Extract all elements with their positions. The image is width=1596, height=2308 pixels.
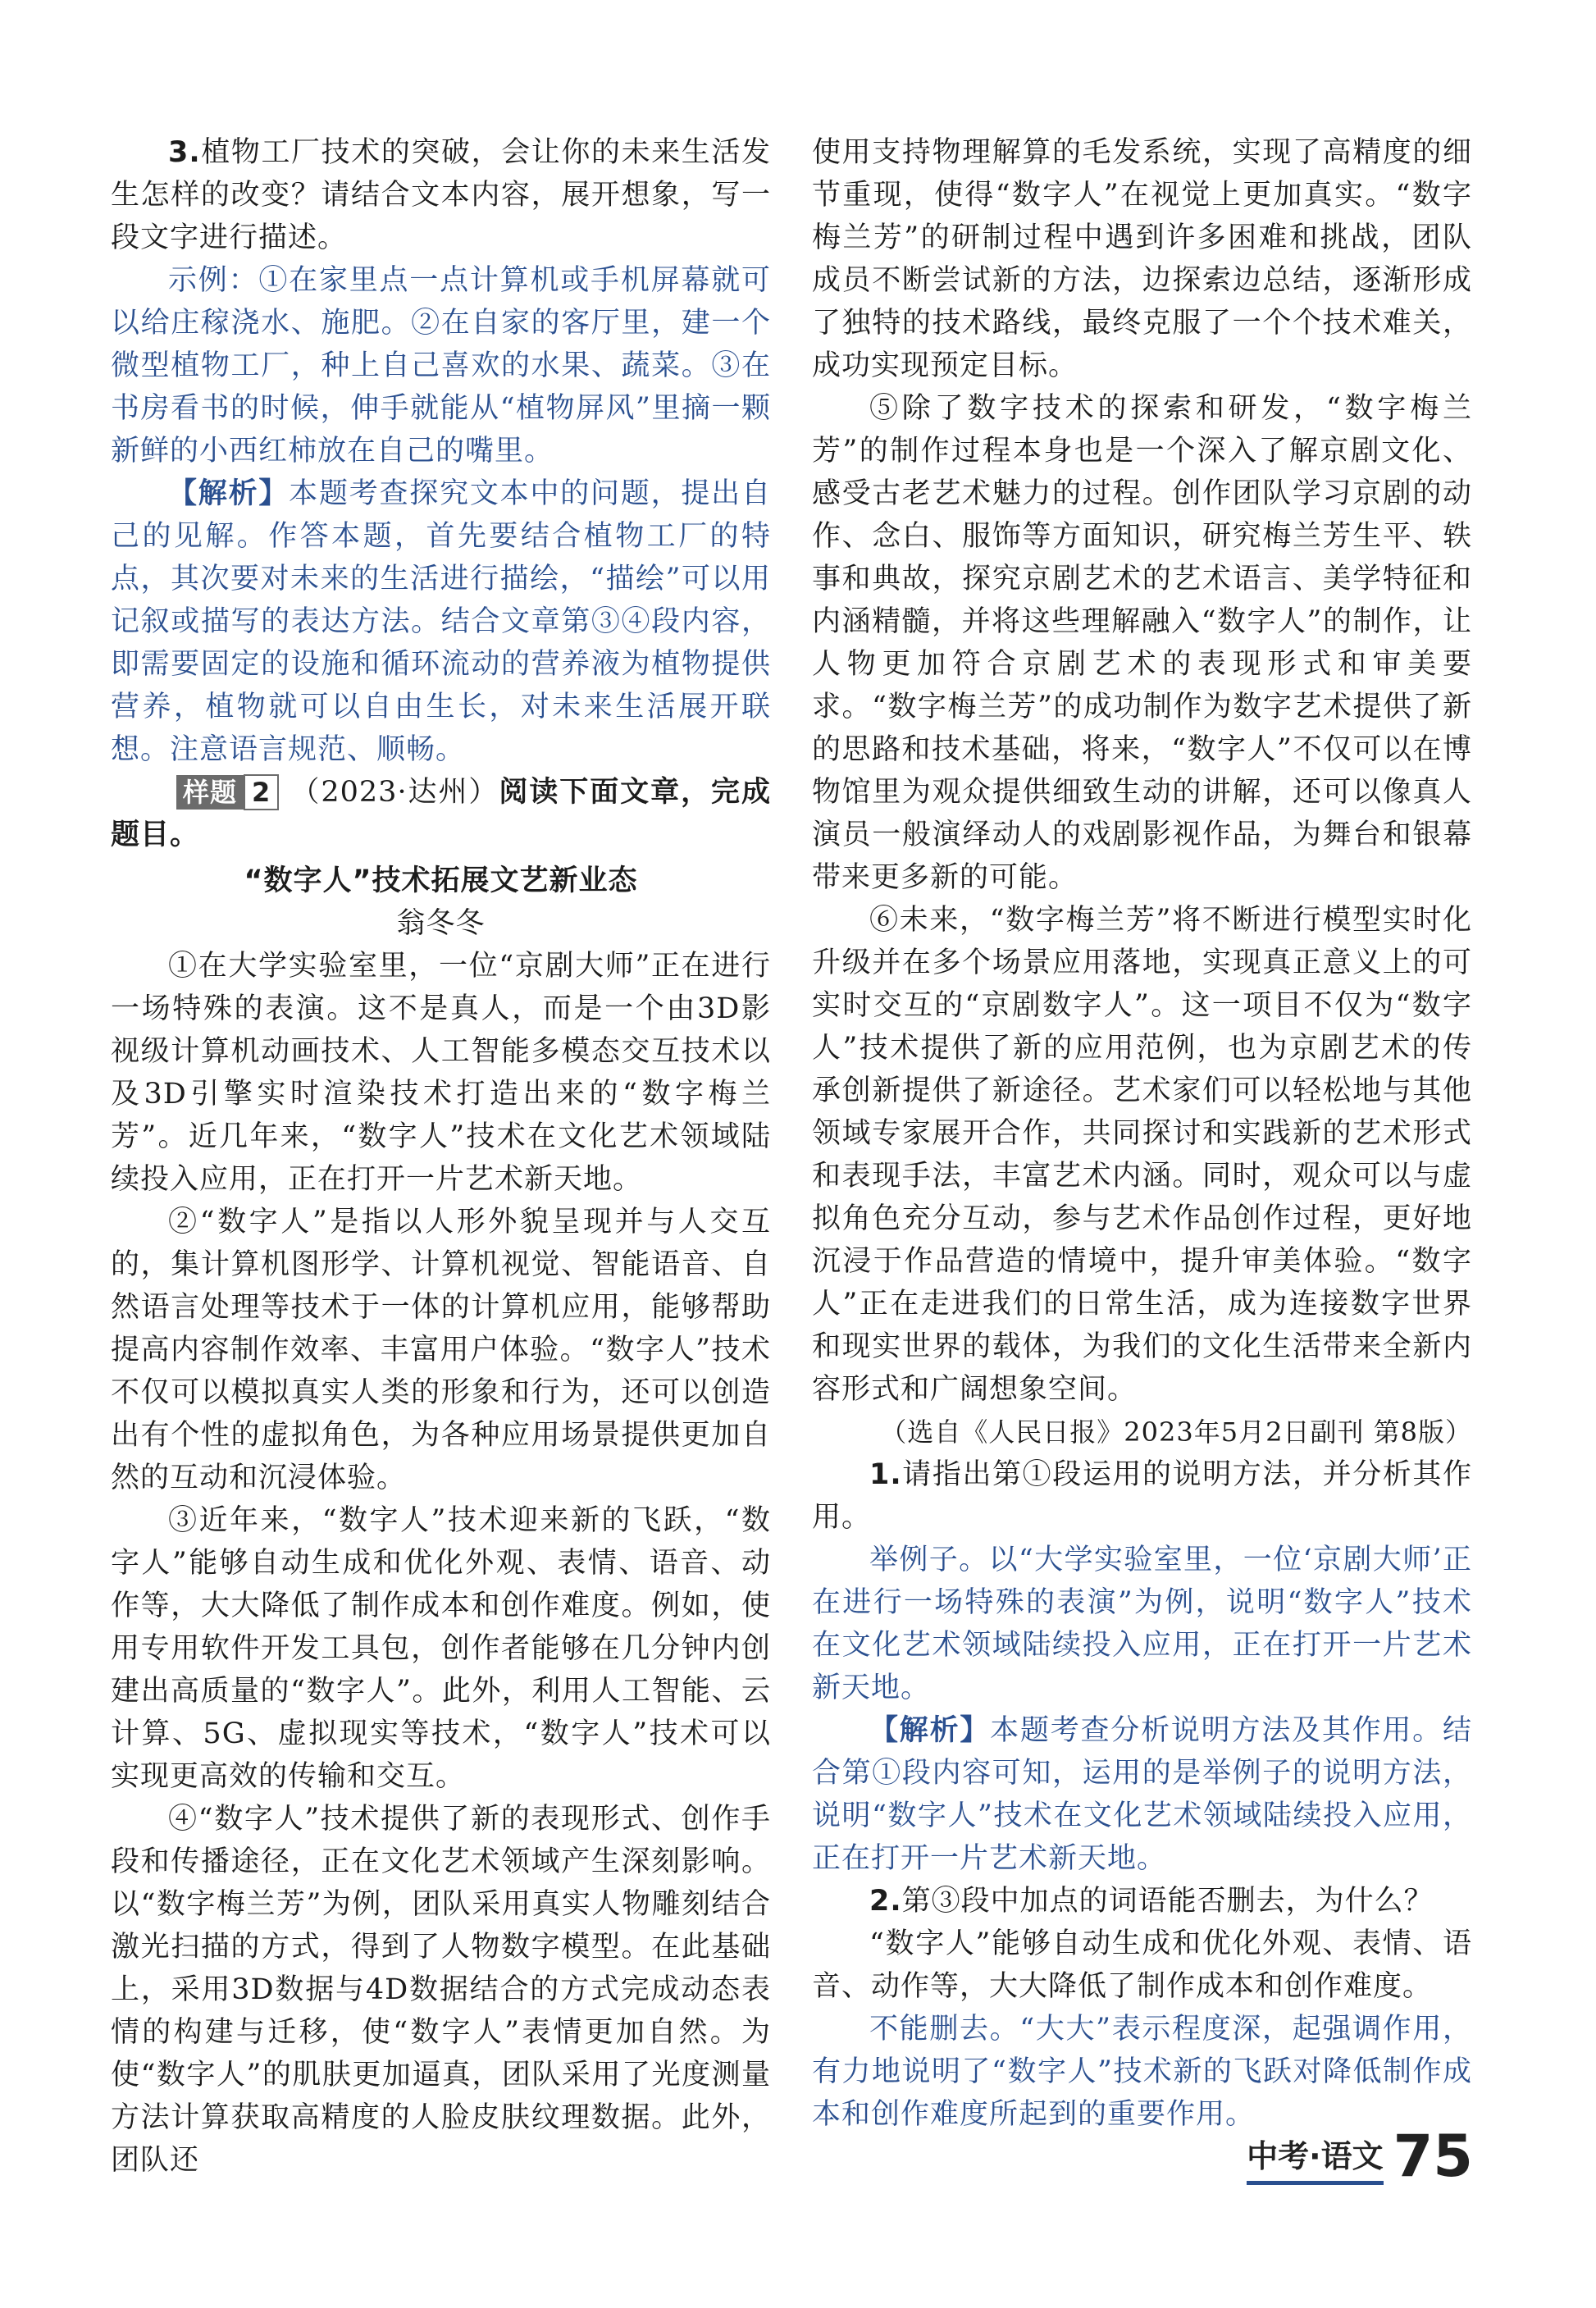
question-3-analysis bbox=[111, 472, 771, 771]
analysis-tag: 【解析】 bbox=[168, 477, 290, 510]
analysis-text: 本题考查探究文本中的问题，提出自己的见解。作答本题，首先要结合植物工厂的特点，其次要对未来的生活进行描绘，“描绘”可以用记叙或描写的表达方法。结合文章第③④段内容，即需要固定的设施和循环流动的营养液为植物提供营养，植物就可以自由生长，对未来生活展开联想。注意语言规范、顺畅。 bbox=[111, 477, 771, 766]
question-3-text: 植物工厂技术的突破，会让你的未来生活发生怎样的改变？请结合文本内容，展开想象，写一段文字进行描述。 bbox=[111, 136, 771, 254]
sample-meta: （2023·达州） bbox=[290, 776, 499, 809]
footer-label: 中考·语文 bbox=[1247, 2131, 1383, 2185]
sample-label: 样题 bbox=[176, 775, 244, 810]
question-1-analysis bbox=[812, 1709, 1472, 1880]
sample-instruction: 阅读下面文章，完成题目。 bbox=[111, 776, 771, 851]
question-1-number: 1. bbox=[869, 1458, 902, 1491]
paragraph-1: ①在大学实验室里，一位“京剧大师”正在进行一场特殊的表演。这不是真人，而是一个由3D影视级计算机动画技术、人工智能多模态交互技术以及3D引擎实时渲染技术打造出来的“数字梅兰芳”。近几年来，“数字人”技术在文化艺术领域陆续投入应用，正在打开一片艺术新天地。 bbox=[111, 950, 771, 1196]
question-2 bbox=[812, 1880, 1472, 1923]
paragraph-4: ④“数字人”技术提供了新的表现形式、创作手段和传播途径，正在文化艺术领域产生深刻影响。以“数字梅兰芳”为例，团队采用真实人物雕刻结合激光扫描的方式，得到了人物数字模型。在此基础上，采用3D数据与4D数据结合的方式完成动态表情的构建与迁移，使“数字人”表情更加自然。为使“数字人”的肌肤更加逼真，团队采用了光度测量方法计算获取高精度的人脸皮肤纹理数据。此外，团队还 bbox=[111, 1803, 771, 2177]
article-source: （选自《人民日报》2023年5月2日副刊 第8版） bbox=[880, 1416, 1472, 1448]
article-title: “数字人”技术拓展文艺新业态 bbox=[244, 864, 638, 897]
paragraph-3: ③近年来，“数字人”技术迎来新的飞跃，“数字人”能够自动生成和优化外观、表情、语音、动作等，大大降低了制作成本和创作难度。例如，使用专用软件开发工具包，创作者能够在几分钟内创建出高质量的“数字人”。此外，利用人工智能、云计算、5G、虚拟现实等技术，“数字人”技术可以实现更高效的传输和交互。 bbox=[111, 1504, 771, 1793]
question-2-quote: “数字人”能够自动生成和优化外观、表情、语音、动作等，大大降低了制作成本和创作难度。 bbox=[812, 1927, 1472, 2003]
question-1-text: 请指出第①段运用的说明方法，并分析其作用。 bbox=[812, 1458, 1472, 1534]
question-2-number: 2. bbox=[869, 1885, 902, 1918]
paragraph-5: ⑤除了数字技术的探索和研发，“数字梅兰芳”的制作过程本身也是一个深入了解京剧文化、感受古老艺术魅力的过程。创作团队学习京剧的动作、念白、服饰等方面知识，研究梅兰芳生平、轶事和典故，探究京剧艺术的艺术语言、美学特征和内涵精髓，并将这些理解融入“数字人”的制作，让人物更加符合京剧艺术的表现形式和审美要求。“数字梅兰芳”的成功制作为数字艺术提供了新的思路和技术基础，将来，“数字人”不仅可以在博物馆里为观众提供细致生动的讲解，还可以像真人演员一般演绎动人的戏剧影视作品，为舞台和银幕带来更多新的可能。 bbox=[812, 392, 1472, 894]
left-column bbox=[111, 131, 771, 2182]
right-column bbox=[812, 131, 1472, 2136]
paragraph-6: ⑥未来，“数字梅兰芳”将不断进行模型实时化升级并在多个场景应用落地，实现真正意义上的可实时交互的“京剧数字人”。这一项目不仅为“数字人”技术提供了新的应用范例，也为京剧艺术的传承创新提供了新途径。艺术家们可以轻松地与其他领域专家展开合作，共同探讨和实践新的艺术形式和表现手法，丰富艺术内涵。同时，观众可以与虚拟角色充分互动，参与艺术作品创作过程，更好地沉浸于作品营造的情境中，提升审美体验。“数字人”正在走进我们的日常生活，成为连接数字世界和现实世界的载体，为我们的文化生活带来全新内容形式和广阔想象空间。 bbox=[812, 904, 1472, 1406]
analysis-tag: 【解析】 bbox=[869, 1714, 991, 1747]
question-3-number: 3. bbox=[168, 136, 201, 169]
question-1-answer: 举例子。以“大学实验室里，一位‘京剧大师’正在进行一场特殊的表演”为例，说明“数字人”技术在文化艺术领域陆续投入应用，正在打开一片艺术新天地。 bbox=[812, 1544, 1472, 1704]
question-2-text: 第③段中加点的词语能否删去，为什么？ bbox=[901, 1885, 1434, 1918]
question-3 bbox=[111, 131, 771, 259]
page-number: 75 bbox=[1393, 2123, 1473, 2190]
question-1 bbox=[812, 1453, 1472, 1539]
paragraph-4-continued: 使用支持物理解算的毛发系统，实现了高精度的细节重现，使得“数字人”在视觉上更加真实。“数字梅兰芳”的研制过程中遇到许多困难和挑战，团队成员不断尝试新的方法，边探索边总结，逐渐形成了独特的技术路线，最终克服了一个个技术难关，成功实现预定目标。 bbox=[812, 136, 1472, 382]
page-footer bbox=[1247, 2123, 1473, 2190]
paragraph-2: ②“数字人”是指以人形外貌呈现并与人交互的，集计算机图形学、计算机视觉、智能语音、自然语言处理等技术于一体的计算机应用，能够帮助提高内容制作效率、丰富用户体验。“数字人”技术不仅可以模拟真实人类的形象和行为，还可以创造出有个性的虚拟角色，为各种应用场景提供更加自然的互动和沉浸体验。 bbox=[111, 1206, 771, 1494]
article-author: 翁冬冬 bbox=[396, 907, 486, 940]
question-3-answer: 示例：①在家里点一点计算机或手机屏幕就可以给庄稼浇水、施肥。②在自家的客厅里，建一个微型植物工厂，种上自己喜欢的水果、蔬菜。③在书房看书的时候，伸手就能从“植物屏风”里摘一颗新鲜的小西红柿放在自己的嘴里。 bbox=[111, 264, 771, 468]
analysis-text: 本题考查分析说明方法及其作用。结合第①段内容可知，运用的是举例子的说明方法，说明“数字人”技术在文化艺术领域陆续投入应用，正在打开一片艺术新天地。 bbox=[812, 1714, 1472, 1875]
sample-number: 2 bbox=[244, 774, 279, 810]
question-2-answer: 不能删去。“大大”表示程度深，起强调作用，有力地说明了“数字人”技术新的飞跃对降低制作成本和创作难度所起到的重要作用。 bbox=[812, 2013, 1472, 2131]
sample-question-header bbox=[111, 771, 771, 856]
